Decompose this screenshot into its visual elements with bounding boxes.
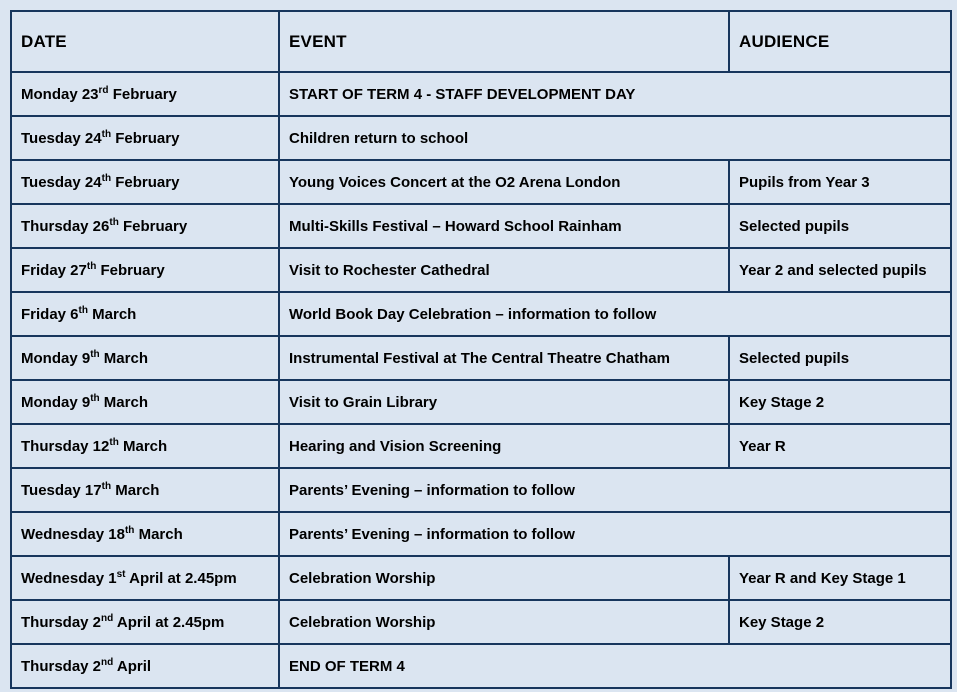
event-cell: World Book Day Celebration – information to follow <box>279 292 951 336</box>
document-page <box>10 10 952 689</box>
event-cell: Parents’ Evening – information to follow <box>279 512 951 556</box>
event-cell: Celebration Worship <box>279 600 729 644</box>
date-cell <box>11 380 279 424</box>
date-cell <box>11 248 279 292</box>
date-text: February <box>111 173 180 191</box>
date-ordinal-superscript: th <box>124 524 135 536</box>
event-cell: Visit to Rochester Cathedral <box>279 248 729 292</box>
date-ordinal-superscript: th <box>101 172 112 184</box>
audience-cell: Year 2 and selected pupils <box>729 248 951 292</box>
table-row <box>11 336 951 380</box>
date-text: April <box>113 657 152 675</box>
table-row <box>11 72 951 116</box>
audience-cell: Selected pupils <box>729 336 951 380</box>
date-cell <box>11 72 279 116</box>
date-ordinal-superscript: th <box>90 348 100 360</box>
table-row <box>11 512 951 556</box>
event-cell: Children return to school <box>279 116 951 160</box>
date-ordinal-superscript: rd <box>98 84 109 96</box>
table-row <box>11 248 951 292</box>
date-text: Wednesday 1 <box>21 569 117 587</box>
date-cell <box>11 116 279 160</box>
date-ordinal-superscript: th <box>109 216 119 228</box>
date-text: Tuesday 24 <box>21 173 102 191</box>
event-cell: Multi-Skills Festival – Howard School Rainham <box>279 204 729 248</box>
date-text: Monday 9 <box>21 393 91 411</box>
date-cell <box>11 556 279 600</box>
audience-cell: Key Stage 2 <box>729 600 951 644</box>
date-text: Thursday 12 <box>21 437 110 455</box>
table-body <box>11 72 951 688</box>
table-row <box>11 380 951 424</box>
date-cell <box>11 204 279 248</box>
date-cell <box>11 336 279 380</box>
date-ordinal-superscript: th <box>78 304 88 316</box>
date-text: Friday 27 <box>21 261 87 279</box>
date-ordinal-superscript: th <box>86 260 97 272</box>
date-text: March <box>99 393 148 411</box>
date-text: March <box>99 349 148 367</box>
table-row <box>11 160 951 204</box>
column-header-audience: AUDIENCE <box>729 11 951 72</box>
date-text: March <box>87 305 137 323</box>
table-row <box>11 468 951 512</box>
date-text: February <box>108 85 177 103</box>
table-row <box>11 600 951 644</box>
event-cell: Instrumental Festival at The Central Theatre Chatham <box>279 336 729 380</box>
date-ordinal-superscript: th <box>90 392 100 404</box>
date-text: April at 2.45pm <box>113 613 225 631</box>
column-header-event: EVENT <box>279 11 729 72</box>
date-text: Friday 6 <box>21 305 79 323</box>
date-text: Thursday 2 <box>21 613 102 631</box>
date-text: Monday 23 <box>21 85 99 103</box>
date-cell <box>11 292 279 336</box>
date-ordinal-superscript: th <box>109 436 119 448</box>
date-cell <box>11 600 279 644</box>
date-text: February <box>111 129 180 147</box>
audience-cell: Year R and Key Stage 1 <box>729 556 951 600</box>
date-text: February <box>118 217 188 235</box>
date-cell <box>11 424 279 468</box>
event-cell: Parents’ Evening – information to follow <box>279 468 951 512</box>
date-ordinal-superscript: th <box>101 128 112 140</box>
table-row <box>11 644 951 688</box>
table-row <box>11 204 951 248</box>
event-cell: Visit to Grain Library <box>279 380 729 424</box>
header-row <box>11 11 951 72</box>
date-text: Tuesday 24 <box>21 129 102 147</box>
date-text: Monday 9 <box>21 349 91 367</box>
event-cell: Young Voices Concert at the O2 Arena London <box>279 160 729 204</box>
date-ordinal-superscript: nd <box>101 656 114 668</box>
date-ordinal-superscript: th <box>101 480 112 492</box>
date-cell <box>11 512 279 556</box>
date-text: February <box>96 261 165 279</box>
date-cell <box>11 644 279 688</box>
date-text: March <box>134 525 183 543</box>
date-text: March <box>118 437 168 455</box>
table-header <box>11 11 951 72</box>
event-cell: Celebration Worship <box>279 556 729 600</box>
event-cell: Hearing and Vision Screening <box>279 424 729 468</box>
date-text: April at 2.45pm <box>125 569 237 587</box>
date-text: Tuesday 17 <box>21 481 102 499</box>
audience-cell: Pupils from Year 3 <box>729 160 951 204</box>
date-ordinal-superscript: st <box>116 568 126 580</box>
date-cell <box>11 160 279 204</box>
event-cell: END OF TERM 4 <box>279 644 951 688</box>
term-calendar-table <box>10 10 952 689</box>
audience-cell: Key Stage 2 <box>729 380 951 424</box>
table-row <box>11 292 951 336</box>
column-header-date: DATE <box>11 11 279 72</box>
date-cell <box>11 468 279 512</box>
event-cell: START OF TERM 4 - STAFF DEVELOPMENT DAY <box>279 72 951 116</box>
date-text: March <box>111 481 160 499</box>
table-row <box>11 424 951 468</box>
table-row <box>11 116 951 160</box>
date-text: Thursday 26 <box>21 217 110 235</box>
audience-cell: Year R <box>729 424 951 468</box>
table-row <box>11 556 951 600</box>
date-ordinal-superscript: nd <box>101 612 114 624</box>
date-text: Thursday 2 <box>21 657 102 675</box>
date-text: Wednesday 18 <box>21 525 125 543</box>
audience-cell: Selected pupils <box>729 204 951 248</box>
